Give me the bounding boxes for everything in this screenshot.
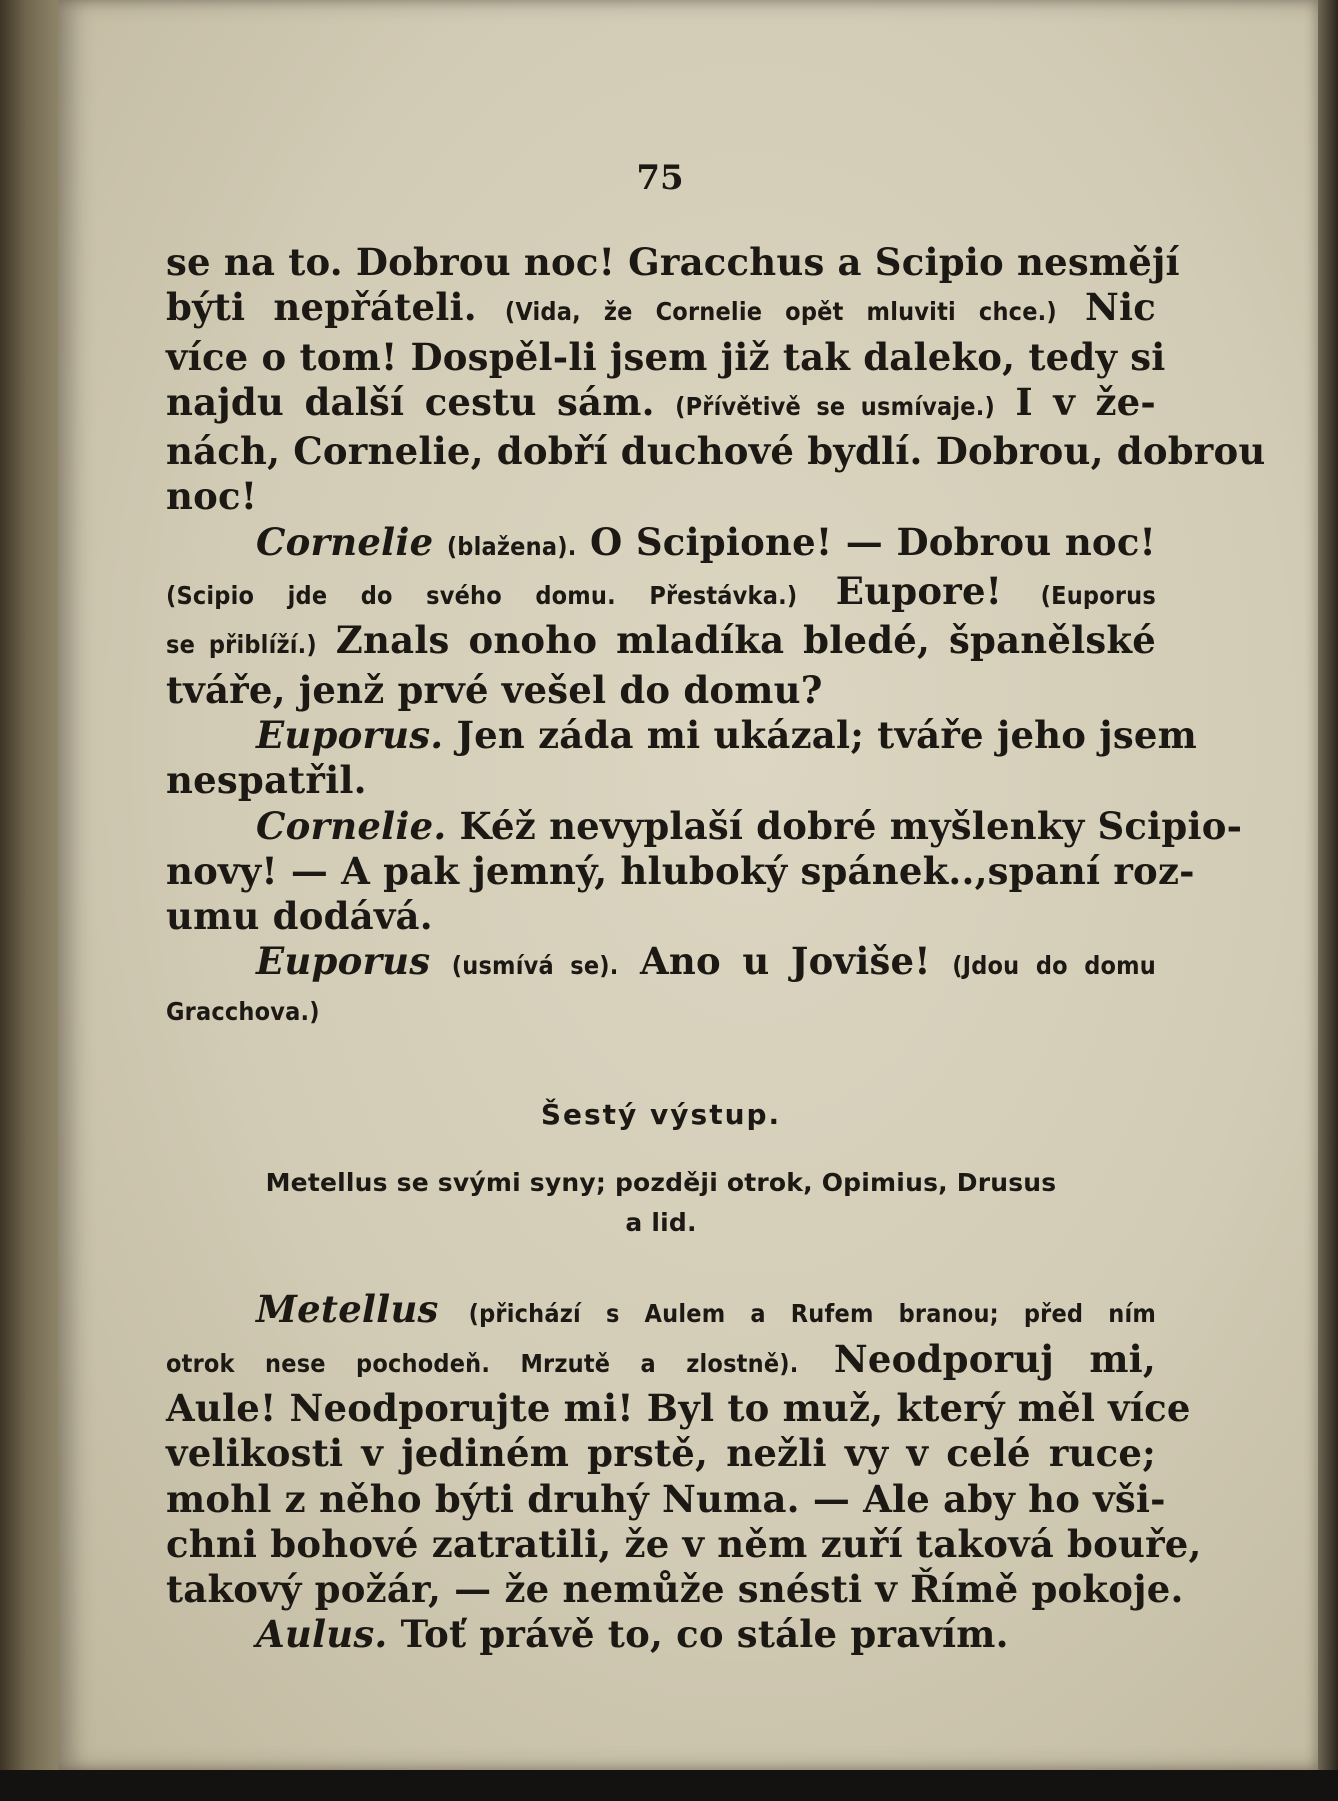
text-line: umu dodává.: [166, 894, 433, 939]
page-number: 75: [636, 158, 684, 198]
stage-direction: (přichází s Aulem a Rufem branou; před ním: [468, 1299, 1156, 1329]
text-line: velikosti v jediném prstě, nežli vy v celé ruce;: [166, 1431, 1156, 1476]
text-line: takový požár, — že nemůže snésti v Římě pokoje.: [166, 1567, 1184, 1612]
stage-direction: (blažena).: [446, 531, 577, 561]
stage-direction: Gracchova.): [166, 996, 320, 1026]
speaker-name: Euporus.: [256, 712, 444, 757]
dialogue-line: Aulus. Toť právě to, co stále pravím.: [256, 1612, 1009, 1657]
dialogue-line: [166, 1287, 1156, 1336]
text-line: býti nepřáteli. (Vida, že Cornelie opět mluviti chce.) Nic: [166, 285, 1156, 330]
stage-direction: (Scipio jde do svého domu. Přestávka.): [166, 581, 798, 611]
dialogue-line: Euporus. Jen záda mi ukázal; tváře jeho jsem: [256, 712, 1197, 757]
text-line: mohl z něho býti druhý Numa. — Ale aby ho vši-: [166, 1476, 1166, 1521]
stage-direction: otrok nese pochodeň. Mrzutě a zlostně).: [166, 1348, 799, 1378]
stage-direction: (Vida, že Cornelie opět mluviti chce.): [504, 297, 1057, 327]
text-line: otrok nese pochodeň. Mrzutě a zlostně). Neodporuj mi,: [166, 1336, 1157, 1381]
dialogue-line: Cornelie. Kéž nevyplaší dobré myšlenky Scipio-: [256, 803, 1243, 848]
scene-heading: Šestý výstup.: [540, 1098, 782, 1132]
dialogue-line: Euporus (usmívá se). Ano u Joviše! (Jdou do domu: [256, 939, 1156, 984]
text-line: nách, Cornelie, dobří duchové bydlí. Dobrou, dobrou: [166, 429, 1266, 474]
speaker-name: Cornelie.: [256, 803, 447, 848]
speaker-name: Aulus.: [256, 1612, 388, 1657]
text-line: se přiblíží.) Znals onoho mladíka bledé, španělské: [166, 618, 1156, 663]
dialogue-line: Cornelie (blažena). O Scipione! — Dobrou noc!: [256, 519, 1156, 564]
scan-border: [0, 1770, 1338, 1801]
page-edge: [1318, 0, 1338, 1770]
scene-cast: a lid.: [625, 1208, 697, 1238]
text-line: chni bohové zatratili, že v něm zuří taková bouře,: [166, 1521, 1202, 1566]
text-line: Aule! Neodporujte mi! Byl to muž, který měl více: [166, 1385, 1191, 1430]
text-line: se na to. Dobrou noc! Gracchus a Scipio nesmějí: [166, 240, 1180, 284]
stage-direction: (Přívětivě se usmívaje.): [675, 391, 995, 421]
text-line: nespatřil.: [166, 758, 367, 803]
stage-direction: (Euporus: [1040, 581, 1156, 611]
text-line: více o tom! Dospěl-li jsem již tak daleko, tedy si: [166, 334, 1166, 379]
stage-direction: (Jdou do domu: [952, 951, 1156, 981]
book-gutter: [0, 0, 58, 1801]
text-line: najdu další cestu sám. (Přívětivě se usmívaje.) I v že-: [166, 379, 1156, 424]
stage-direction: se přiblíží.): [166, 630, 317, 660]
speaker-name: Euporus: [256, 939, 431, 984]
scene-cast: Metellus se svými syny; později otrok, Opimius, Drusus: [265, 1168, 1057, 1198]
text-line: noc!: [166, 474, 258, 519]
text-line: novy! — A pak jemný, hluboký spánek..,spaní roz-: [166, 848, 1195, 893]
text-line: tváře, jenž prvé vešel do domu?: [166, 667, 823, 712]
stage-direction: (usmívá se).: [451, 951, 619, 981]
text-line: (Scipio jde do svého domu. Přestávka.) Eupore! (Euporus: [166, 569, 1156, 614]
speaker-name: Cornelie: [256, 519, 434, 564]
speaker-name: Metellus: [256, 1287, 439, 1332]
page-body: [166, 240, 1266, 1658]
